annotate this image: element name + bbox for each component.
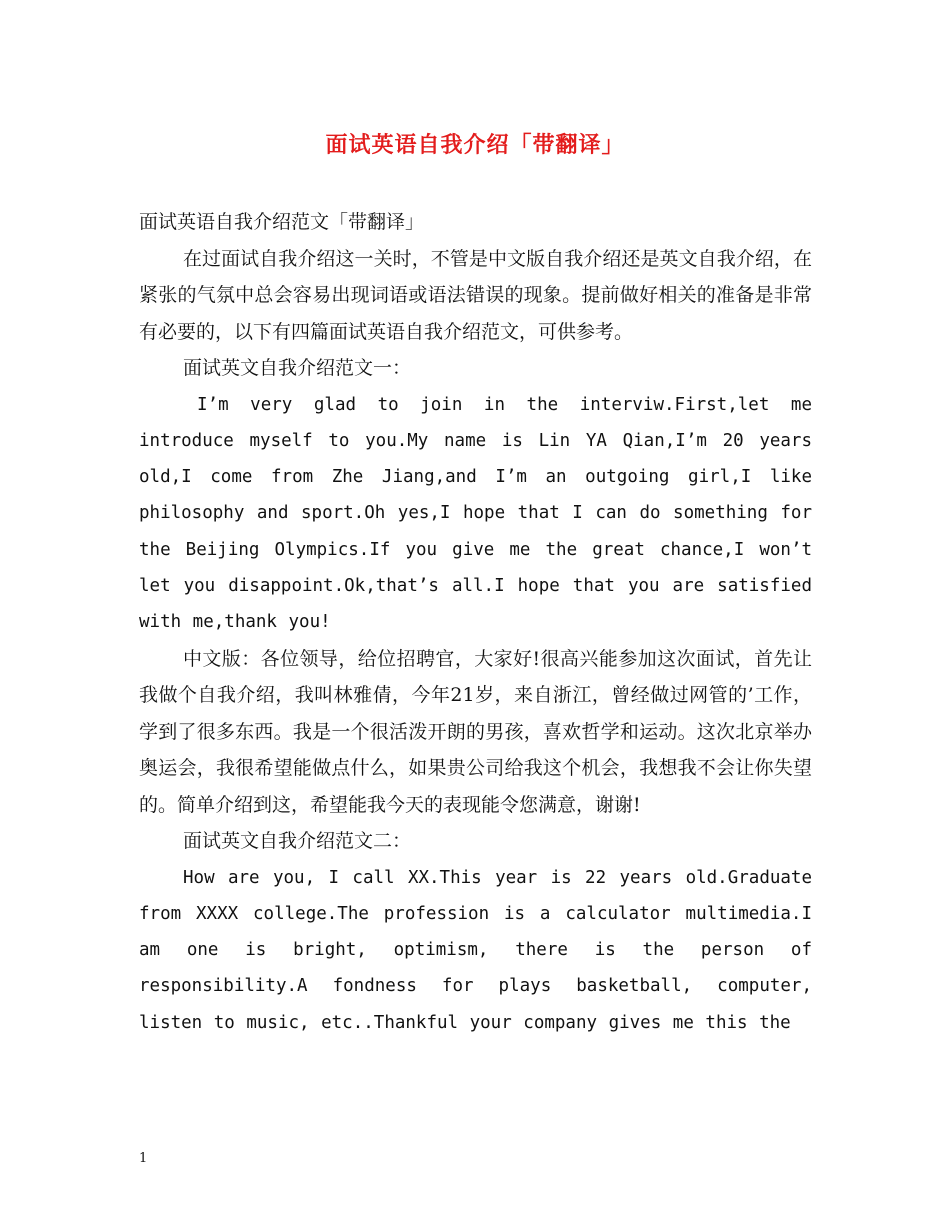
sample-one-heading: 面试英文自我介绍范文一： <box>183 357 412 379</box>
sample-two-english: How are you, I call XX.This year is 22 years old.Graduate from XXXX college.The profession is a calculator multimedia.I am one is bright, optimism, there is the person of responsibility.A fondness for plays basketball, computer, listen to music, etc..Thankful your company gives me this the <box>139 867 812 1033</box>
sample-two-heading: 面试英文自我介绍范文二： <box>183 830 412 853</box>
sample-one-chinese: 中文版：各位领导，给位招聘官，大家好!很高兴能参加这次面试，首先让我做个自我介绍，我叫林雅倩，今年21岁，来自浙江，曾经做过网管的’工作，学到了很多东西。我是一个很活泼开朗的男孩，喜欢哲学和运动。这次北京举办奥运会，我很希望能做点什么，如果贵公司给我这个机会，我想我不会让你失望的。简单介绍到这，希望能我今天的表现能令您满意，谢谢! <box>139 647 812 816</box>
page-number: 1 <box>139 1151 148 1166</box>
document-title: 面试英语自我介绍「带翻译」 <box>325 132 625 158</box>
document-body <box>139 204 812 1041</box>
sample-one-english: I’m very glad to join in the interviw.First,let me introduce myself to you.My name is Lin YA Qian,I’m 20 years old,I come from Zhe Jiang,and I’m an outgoing girl,I like philosophy and sport.Oh yes,I hope that I can do something for the Beijing Olympics.If you give me the great chance,I won’t let you disappoint.Ok,that’s all.I hope that you are satisfied with me,thank you! <box>139 394 812 633</box>
subtitle-paragraph: 面试英语自我介绍范文「带翻译」 <box>139 211 425 233</box>
intro-paragraph: 在过面试自我介绍这一关时，不管是中文版自我介绍还是英文自我介绍，在紧张的气氛中总会容易出现词语或语法错误的现象。提前做好相关的准备是非常有必要的，以下有四篇面试英语自我介绍范文，可供参考。 <box>139 247 812 343</box>
